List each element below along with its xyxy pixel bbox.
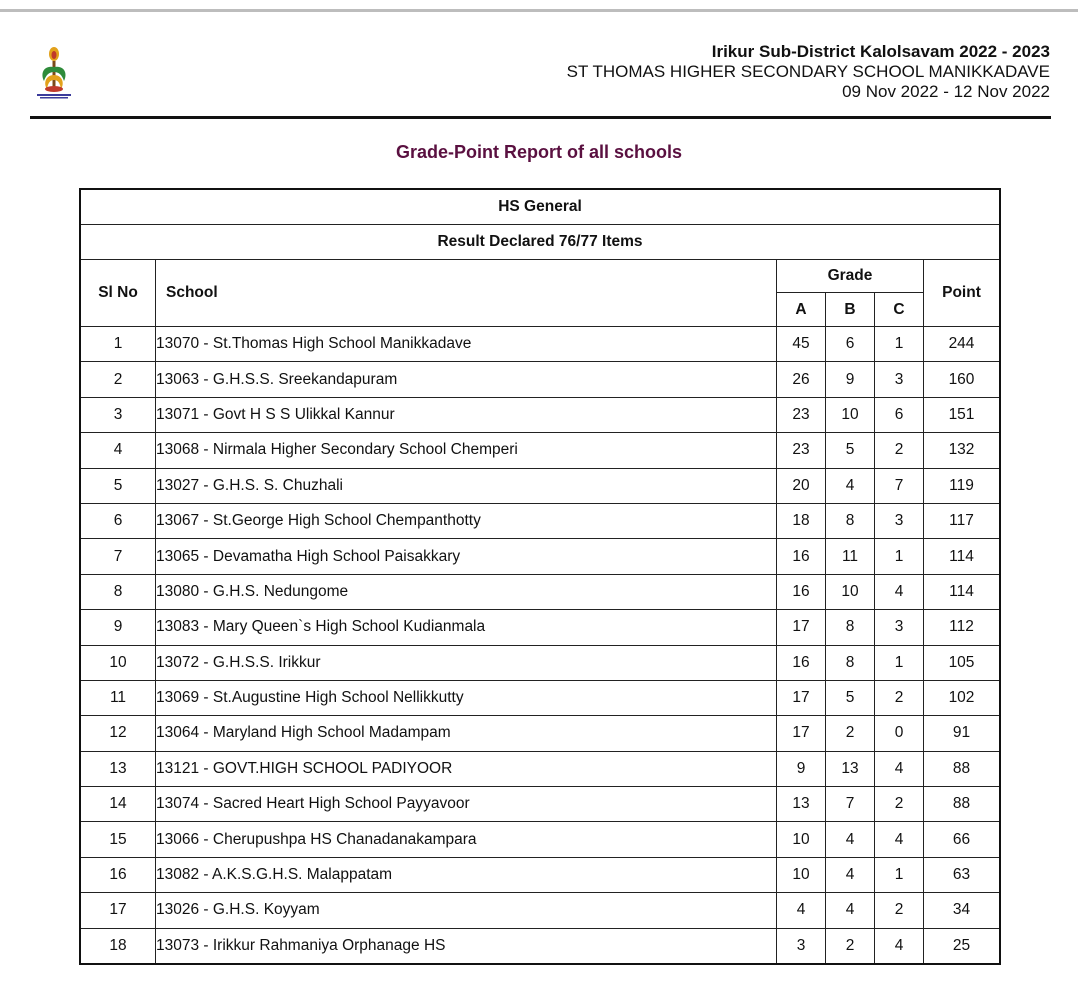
school-cell: 13080 - G.H.S. Nedungome bbox=[156, 574, 777, 609]
point-cell: 88 bbox=[924, 787, 1001, 822]
school-cell: 13070 - St.Thomas High School Manikkadave bbox=[156, 327, 777, 362]
grade-b-cell: 4 bbox=[826, 893, 875, 928]
school-cell: 13067 - St.George High School Chempanthotty bbox=[156, 503, 777, 538]
grade-b-cell: 5 bbox=[826, 433, 875, 468]
point-cell: 25 bbox=[924, 928, 1001, 964]
table-row bbox=[80, 362, 1000, 397]
point-cell: 88 bbox=[924, 751, 1001, 786]
sl-no-cell: 2 bbox=[80, 362, 156, 397]
table-row bbox=[80, 857, 1000, 892]
table-row bbox=[80, 716, 1000, 751]
school-cell: 13064 - Maryland High School Madampam bbox=[156, 716, 777, 751]
grade-c-cell: 1 bbox=[875, 539, 924, 574]
kalolsavam-emblem-icon bbox=[34, 45, 74, 101]
venue-name: ST THOMAS HIGHER SECONDARY SCHOOL MANIKKADAVE bbox=[566, 62, 1050, 81]
school-cell: 13066 - Cherupushpa HS Chanadanakampara bbox=[156, 822, 777, 857]
sl-no-cell: 12 bbox=[80, 716, 156, 751]
grade-c-cell: 3 bbox=[875, 362, 924, 397]
grade-a-header: A bbox=[777, 293, 826, 327]
grade-a-cell: 3 bbox=[777, 928, 826, 964]
grade-a-cell: 23 bbox=[777, 433, 826, 468]
sl-no-cell: 10 bbox=[80, 645, 156, 680]
point-cell: 34 bbox=[924, 893, 1001, 928]
sl-no-cell: 15 bbox=[80, 822, 156, 857]
grade-c-cell: 4 bbox=[875, 574, 924, 609]
school-cell: 13121 - GOVT.HIGH SCHOOL PADIYOOR bbox=[156, 751, 777, 786]
sl-no-cell: 16 bbox=[80, 857, 156, 892]
point-cell: 114 bbox=[924, 539, 1001, 574]
grade-a-cell: 10 bbox=[777, 822, 826, 857]
grade-b-cell: 2 bbox=[826, 928, 875, 964]
point-cell: 91 bbox=[924, 716, 1001, 751]
grade-a-cell: 16 bbox=[777, 539, 826, 574]
grade-c-cell: 2 bbox=[875, 433, 924, 468]
school-cell: 13074 - Sacred Heart High School Payyavoor bbox=[156, 787, 777, 822]
grade-c-header: C bbox=[875, 293, 924, 327]
grade-a-cell: 18 bbox=[777, 503, 826, 538]
grade-c-cell: 4 bbox=[875, 822, 924, 857]
school-cell: 13069 - St.Augustine High School Nellikkutty bbox=[156, 680, 777, 715]
point-cell: 63 bbox=[924, 857, 1001, 892]
result-declared-heading: Result Declared 76/77 Items bbox=[80, 225, 1000, 260]
grade-a-cell: 45 bbox=[777, 327, 826, 362]
point-header: Point bbox=[924, 260, 1001, 327]
table-row bbox=[80, 787, 1000, 822]
report-title: Grade-Point Report of all schools bbox=[395, 142, 683, 162]
grade-a-cell: 17 bbox=[777, 716, 826, 751]
school-cell: 13065 - Devamatha High School Paisakkary bbox=[156, 539, 777, 574]
sl-no-cell: 5 bbox=[80, 468, 156, 503]
grade-c-cell: 6 bbox=[875, 397, 924, 432]
point-cell: 102 bbox=[924, 680, 1001, 715]
sl-no-cell: 14 bbox=[80, 787, 156, 822]
grade-b-cell: 10 bbox=[826, 397, 875, 432]
table-row bbox=[80, 468, 1000, 503]
sl-no-header: Sl No bbox=[80, 260, 156, 327]
top-gray-rule bbox=[0, 9, 1078, 12]
point-cell: 66 bbox=[924, 822, 1001, 857]
grade-b-cell: 10 bbox=[826, 574, 875, 609]
point-cell: 132 bbox=[924, 433, 1001, 468]
table-row bbox=[80, 397, 1000, 432]
table-row bbox=[80, 645, 1000, 680]
sl-no-cell: 13 bbox=[80, 751, 156, 786]
sl-no-cell: 9 bbox=[80, 610, 156, 645]
sl-no-cell: 3 bbox=[80, 397, 156, 432]
table-row bbox=[80, 751, 1000, 786]
grade-b-cell: 13 bbox=[826, 751, 875, 786]
point-cell: 160 bbox=[924, 362, 1001, 397]
grade-b-header: B bbox=[826, 293, 875, 327]
grade-c-cell: 7 bbox=[875, 468, 924, 503]
table-row bbox=[80, 680, 1000, 715]
grade-c-cell: 2 bbox=[875, 787, 924, 822]
table-row bbox=[80, 503, 1000, 538]
sl-no-cell: 6 bbox=[80, 503, 156, 538]
sl-no-cell: 8 bbox=[80, 574, 156, 609]
grade-c-cell: 1 bbox=[875, 327, 924, 362]
grade-c-cell: 2 bbox=[875, 680, 924, 715]
point-cell: 114 bbox=[924, 574, 1001, 609]
school-cell: 13026 - G.H.S. Koyyam bbox=[156, 893, 777, 928]
grade-c-cell: 1 bbox=[875, 645, 924, 680]
grade-a-cell: 9 bbox=[777, 751, 826, 786]
grade-a-cell: 20 bbox=[777, 468, 826, 503]
table-row bbox=[80, 433, 1000, 468]
event-header bbox=[567, 42, 1050, 102]
point-cell: 117 bbox=[924, 503, 1001, 538]
table-row bbox=[80, 539, 1000, 574]
sl-no-cell: 17 bbox=[80, 893, 156, 928]
grade-b-cell: 7 bbox=[826, 787, 875, 822]
school-cell: 13027 - G.H.S. S. Chuzhali bbox=[156, 468, 777, 503]
table-row bbox=[80, 574, 1000, 609]
grade-b-cell: 6 bbox=[826, 327, 875, 362]
grade-a-cell: 17 bbox=[777, 610, 826, 645]
grade-b-cell: 8 bbox=[826, 645, 875, 680]
grade-b-cell: 4 bbox=[826, 822, 875, 857]
point-cell: 244 bbox=[924, 327, 1001, 362]
sl-no-cell: 11 bbox=[80, 680, 156, 715]
school-cell: 13068 - Nirmala Higher Secondary School Chemperi bbox=[156, 433, 777, 468]
point-cell: 105 bbox=[924, 645, 1001, 680]
grade-c-cell: 3 bbox=[875, 503, 924, 538]
sl-no-cell: 4 bbox=[80, 433, 156, 468]
grade-header: Grade bbox=[777, 260, 924, 293]
table-row bbox=[80, 893, 1000, 928]
grade-b-cell: 8 bbox=[826, 610, 875, 645]
school-cell: 13082 - A.K.S.G.H.S. Malappatam bbox=[156, 857, 777, 892]
school-cell: 13072 - G.H.S.S. Irikkur bbox=[156, 645, 777, 680]
grade-c-cell: 4 bbox=[875, 751, 924, 786]
grade-b-cell: 9 bbox=[826, 362, 875, 397]
school-cell: 13073 - Irikkur Rahmaniya Orphanage HS bbox=[156, 928, 777, 964]
grade-a-cell: 13 bbox=[777, 787, 826, 822]
grade-b-cell: 11 bbox=[826, 539, 875, 574]
sl-no-cell: 18 bbox=[80, 928, 156, 964]
table-row bbox=[80, 928, 1000, 964]
grade-b-cell: 2 bbox=[826, 716, 875, 751]
grade-a-cell: 10 bbox=[777, 857, 826, 892]
grade-a-cell: 4 bbox=[777, 893, 826, 928]
grade-c-cell: 4 bbox=[875, 928, 924, 964]
grade-c-cell: 1 bbox=[875, 857, 924, 892]
sl-no-cell: 7 bbox=[80, 539, 156, 574]
category-heading: HS General bbox=[80, 189, 1000, 225]
point-cell: 112 bbox=[924, 610, 1001, 645]
grade-a-cell: 17 bbox=[777, 680, 826, 715]
grade-b-cell: 5 bbox=[826, 680, 875, 715]
grade-a-cell: 16 bbox=[777, 574, 826, 609]
event-title: Irikur Sub-District Kalolsavam 2022 - 2023 bbox=[711, 42, 1050, 61]
grade-a-cell: 26 bbox=[777, 362, 826, 397]
grade-c-cell: 0 bbox=[875, 716, 924, 751]
event-dates: 09 Nov 2022 - 12 Nov 2022 bbox=[842, 82, 1050, 101]
grade-c-cell: 3 bbox=[875, 610, 924, 645]
grade-point-table bbox=[79, 188, 1001, 965]
school-cell: 13063 - G.H.S.S. Sreekandapuram bbox=[156, 362, 777, 397]
sl-no-cell: 1 bbox=[80, 327, 156, 362]
school-cell: 13083 - Mary Queen`s High School Kudianmala bbox=[156, 610, 777, 645]
grade-b-cell: 4 bbox=[826, 857, 875, 892]
table-row bbox=[80, 610, 1000, 645]
header-divider bbox=[30, 116, 1051, 119]
grade-b-cell: 4 bbox=[826, 468, 875, 503]
school-header: School bbox=[156, 260, 777, 327]
grade-c-cell: 2 bbox=[875, 893, 924, 928]
table-row bbox=[80, 822, 1000, 857]
grade-a-cell: 23 bbox=[777, 397, 826, 432]
grade-b-cell: 8 bbox=[826, 503, 875, 538]
point-cell: 151 bbox=[924, 397, 1001, 432]
grade-a-cell: 16 bbox=[777, 645, 826, 680]
school-cell: 13071 - Govt H S S Ulikkal Kannur bbox=[156, 397, 777, 432]
point-cell: 119 bbox=[924, 468, 1001, 503]
table-row bbox=[80, 327, 1000, 362]
